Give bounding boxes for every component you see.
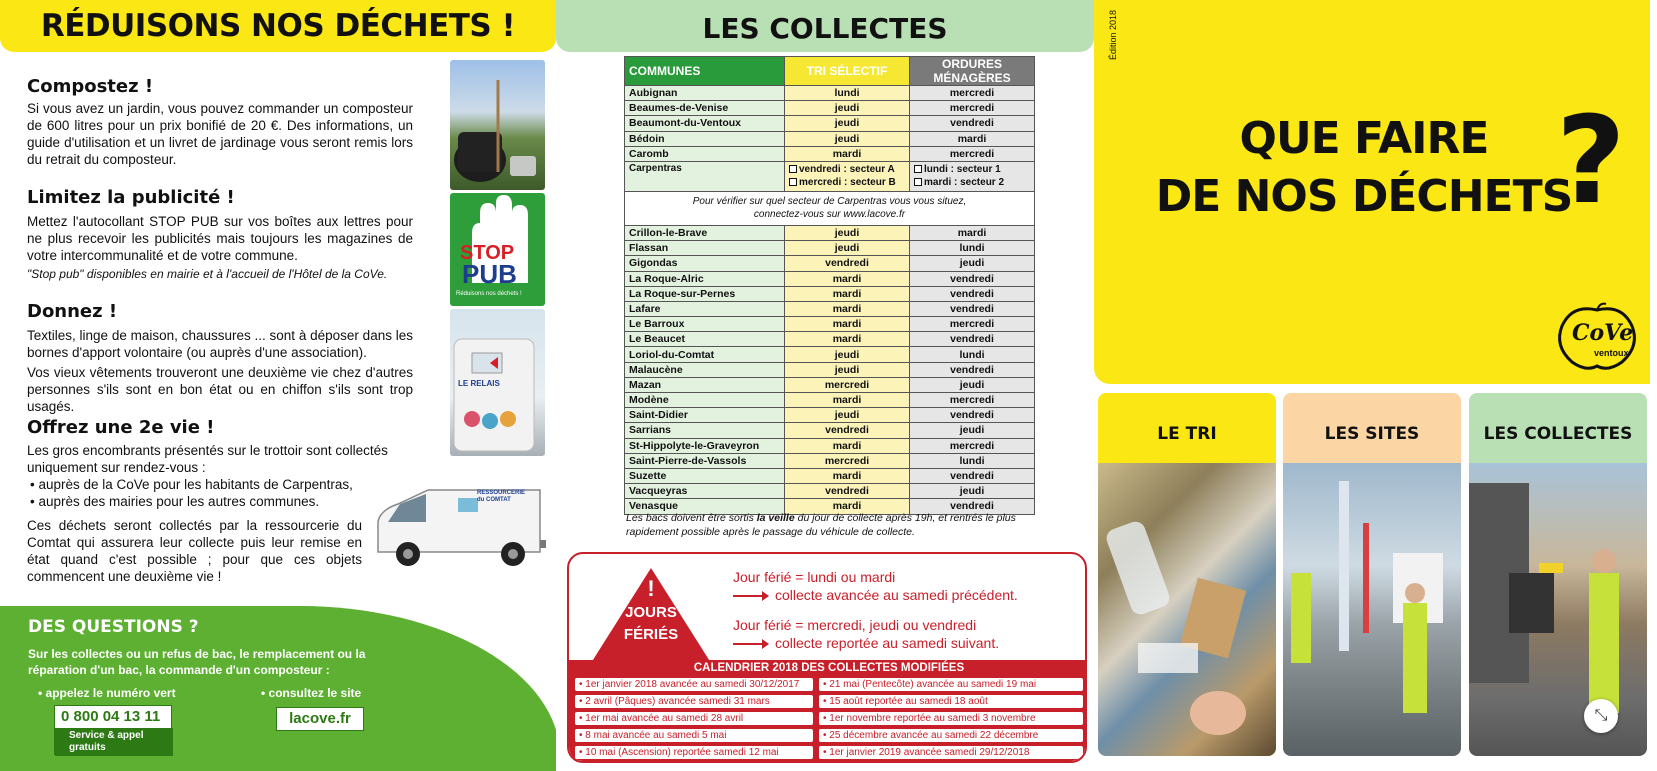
- tri-cell: mardi: [785, 146, 910, 161]
- tri-cell: mardi: [785, 438, 910, 453]
- commune-cell: Gigondas: [625, 256, 785, 271]
- commune-cell: Aubignan: [625, 86, 785, 101]
- second-life-text: Ces déchets seront collectés par la ressourcerie du Comtat qui assurera leur collecte puis leur remise en état quand c'est possible ; pour que ces objets commencent une deuxième vie !: [27, 518, 362, 584]
- holiday-rule-2b: collecte reportée au samedi suivant.: [775, 635, 1000, 651]
- stop-pub-line3: Réduisons nos déchets !: [456, 291, 522, 297]
- phone-number-box[interactable]: [54, 705, 172, 755]
- calendar-item: • 1er mai avancée au samedi 28 avril: [575, 712, 813, 725]
- header-ordures: ORDURES MÉNAGÈRES: [910, 57, 1035, 86]
- table-row: [625, 225, 1035, 240]
- compost-text: Si vous avez un jardin, vous pouvez commander un composteur de 600 litres pour un prix bonifié de 20 €. Des informations, un guide d'utilisation et un livret de jardinage vous seront remis lors du retrait du composteur.: [27, 101, 413, 167]
- om-cell: lundi: [910, 453, 1035, 468]
- om-cell: mardi: [910, 225, 1035, 240]
- commune-cell: La Roque-sur-Pernes: [625, 286, 785, 301]
- table-row-carpentras: [625, 161, 1035, 191]
- tri-cell: vendredi: [785, 423, 910, 438]
- edition-label: Édition 2018: [1108, 9, 1118, 60]
- questions-text: Sur les collectes ou un refus de bac, le remplacement ou la réparation d'un bac, la commande d'un composteur :: [28, 647, 366, 677]
- tri-cell: mardi: [785, 317, 910, 332]
- sector-2: mardi : secteur 2: [924, 177, 1005, 189]
- calendar-item: • 2 avril (Pâques) avancée samedi 31 mars: [575, 695, 813, 708]
- table-row: [625, 423, 1035, 438]
- carpentras-note: [625, 191, 1035, 225]
- om-cell: mercredi: [910, 438, 1035, 453]
- second-life-intro: Les gros encombrants présentés sur le trottoir sont collectés uniquement sur rendez-vous :: [27, 443, 388, 475]
- checkbox-icon: [789, 178, 797, 186]
- table-row: [625, 484, 1035, 499]
- tri-cell: mardi: [785, 393, 910, 408]
- commune-cell: Saint-Didier: [625, 408, 785, 423]
- card-les-collectes[interactable]: [1469, 393, 1647, 756]
- note-line-2: connectez-vous sur www.lacove.fr: [753, 209, 906, 221]
- collection-photo: [1469, 463, 1647, 756]
- holiday-calendar: [569, 660, 1087, 763]
- card-les-sites[interactable]: [1283, 393, 1461, 756]
- bins-note-emphasis: la veille: [756, 512, 795, 524]
- calendar-title: CALENDRIER 2018 DES COLLECTES MODIFIÉES: [693, 662, 965, 674]
- om-cell: vendredi: [910, 332, 1035, 347]
- om-cell: vendredi: [910, 286, 1035, 301]
- second-life-bullet: • auprès des mairies pour les autres communes.: [30, 494, 320, 509]
- second-life-heading: Offrez une 2e vie !: [27, 417, 215, 438]
- commune-cell: Bédoin: [625, 131, 785, 146]
- commune-cell: Caromb: [625, 146, 785, 161]
- pub-heading: Limitez la publicité !: [27, 187, 235, 208]
- bins-note: [626, 511, 1046, 539]
- table-row: [625, 317, 1035, 332]
- table-row: [625, 408, 1035, 423]
- bins-note-part: du jour de collecte après 19h, et rentrés le plus rapidement possible après le passage du véhicule de collecte.: [626, 512, 1016, 538]
- table-row: [625, 377, 1035, 392]
- table-row: [625, 146, 1035, 161]
- tri-cell: jeudi: [785, 347, 910, 362]
- calendar-item: • 15 août reportée au samedi 18 août: [819, 695, 1083, 708]
- commune-cell: Crillon-le-Brave: [625, 225, 785, 240]
- calendar-item: • 1er novembre reportée au samedi 3 novembre: [819, 712, 1083, 725]
- collection-schedule-table: [624, 56, 1035, 515]
- tri-cell: mardi: [785, 286, 910, 301]
- question-mark: ?: [1556, 92, 1626, 231]
- om-cell: jeudi: [910, 377, 1035, 392]
- sector-1: lundi : secteur 1: [924, 164, 1001, 176]
- tri-cell: jeudi: [785, 131, 910, 146]
- tri-cell: jeudi: [785, 241, 910, 256]
- sites-photo: [1283, 463, 1461, 756]
- om-cell: mercredi: [910, 317, 1035, 332]
- om-cell: mercredi: [910, 146, 1035, 161]
- tri-cell: mercredi: [785, 377, 910, 392]
- cover-title-line-2: DE NOS DÉCHETS: [1155, 171, 1573, 222]
- om-cell: mercredi: [910, 101, 1035, 116]
- calendar-item: • 1er janvier 2018 avancée au samedi 30/12/2017: [575, 678, 813, 691]
- commune-cell: Le Beaucet: [625, 332, 785, 347]
- tri-cell: mardi: [785, 332, 910, 347]
- badge-line-1: JOURS: [625, 604, 677, 621]
- table-row: [625, 271, 1035, 286]
- om-cell: jeudi: [910, 256, 1035, 271]
- bins-note-part: Les bacs doivent être sortis: [626, 512, 757, 524]
- table-row: [625, 101, 1035, 116]
- holidays-badge: [601, 602, 701, 646]
- pub-note: "Stop pub" disponibles en mairie et à l'accueil de l'Hôtel de la CoVe.: [27, 267, 388, 281]
- commune-cell: Saint-Pierre-de-Vassols: [625, 453, 785, 468]
- phone-subtitle: Service & appel gratuits: [55, 728, 173, 756]
- panel1-title: RÉDUISONS NOS DÉCHETS !: [40, 8, 516, 44]
- checkbox-icon: [914, 178, 922, 186]
- composter-photo: [450, 60, 545, 190]
- calendar-item: • 8 mai avancée au samedi 5 mai: [575, 729, 813, 742]
- tri-cell: lundi: [785, 86, 910, 101]
- om-cell: vendredi: [910, 116, 1035, 131]
- calendar-item: • 25 décembre avancée au samedi 22 décembre: [819, 729, 1083, 742]
- commune-cell: Carpentras: [625, 161, 785, 191]
- site-label: • consultez le site: [261, 686, 362, 700]
- arrow-right-icon: [733, 643, 767, 645]
- stop-pub-line2: PUB: [462, 259, 517, 289]
- table-row: [625, 362, 1035, 377]
- checkbox-icon: [789, 165, 797, 173]
- commune-cell: St-Hippolyte-le-Graveyron: [625, 438, 785, 453]
- commune-cell: Beaumes-de-Venise: [625, 101, 785, 116]
- relais-label: LE RELAIS: [458, 379, 500, 388]
- pub-text: Mettez l'autocollant STOP PUB sur vos boîtes aux lettres pour ne plus recevoir les publicités mais toujours les magazines de votre intercommunalité et de votre commune.: [27, 214, 413, 263]
- table-header-row: [625, 57, 1035, 86]
- commune-cell: Venasque: [625, 499, 785, 514]
- commune-cell: Malaucène: [625, 362, 785, 377]
- tri-cell: jeudi: [785, 101, 910, 116]
- phone-number[interactable]: 0 800 04 13 11: [61, 708, 161, 725]
- om-cell: mardi: [910, 131, 1035, 146]
- holiday-rule-2: Jour férié = mercredi, jeudi ou vendredi: [733, 617, 977, 633]
- calendar-item: • 10 mai (Ascension) reportée samedi 12 mai: [575, 746, 813, 759]
- holiday-rule-1: Jour férié = lundi ou mardi: [733, 569, 896, 585]
- commune-cell: Modène: [625, 393, 785, 408]
- commune-cell: Suzette: [625, 468, 785, 483]
- table-row: [625, 393, 1035, 408]
- panel-collections: [556, 0, 1094, 771]
- tri-cell: [785, 161, 910, 191]
- om-cell: lundi: [910, 241, 1035, 256]
- checkbox-icon: [914, 165, 922, 173]
- commune-cell: Sarrians: [625, 423, 785, 438]
- commune-cell: Le Barroux: [625, 317, 785, 332]
- cove-logo-text: CoVe: [1572, 320, 1634, 346]
- cover-title: [1154, 110, 1574, 226]
- cove-logo-sub: ventoux: [1594, 348, 1629, 358]
- panel-cover: [1094, 0, 1657, 771]
- header-communes: COMMUNES: [625, 57, 785, 86]
- card-title: LES COLLECTES: [1483, 424, 1633, 444]
- om-cell: [910, 161, 1035, 191]
- cover-title-line-1: QUE FAIRE: [1239, 113, 1489, 164]
- om-cell: jeudi: [910, 423, 1035, 438]
- commune-cell: Loriol-du-Comtat: [625, 347, 785, 362]
- tri-cell: mardi: [785, 271, 910, 286]
- tri-cell: mercredi: [785, 453, 910, 468]
- questions-title: DES QUESTIONS ?: [28, 617, 199, 637]
- badge-line-2: FÉRIÉS: [623, 626, 679, 643]
- table-row: [625, 438, 1035, 453]
- donate-text-2: Vos vieux vêtements trouveront une deuxième vie chez d'autres personnes s'ils sont en bon état ou en chiffon s'ils sont trop usagés.: [27, 365, 413, 414]
- commune-cell: Mazan: [625, 377, 785, 392]
- om-cell: vendredi: [910, 468, 1035, 483]
- card-title: LE TRI: [1157, 424, 1217, 444]
- stop-pub-sticker: [450, 193, 545, 306]
- commune-cell: Vacqueyras: [625, 484, 785, 499]
- tri-cell: vendredi: [785, 256, 910, 271]
- tri-cell: jeudi: [785, 116, 910, 131]
- stop-pub-line1: STOP: [460, 242, 515, 264]
- holiday-rule-1b: collecte avancée au samedi précédent.: [775, 587, 1018, 603]
- commune-cell: La Roque-Alric: [625, 271, 785, 286]
- commune-cell: Lafare: [625, 301, 785, 316]
- expand-icon[interactable]: ⤡: [1584, 699, 1618, 733]
- sector-a: vendredi : secteur A: [799, 164, 895, 176]
- commune-cell: Beaumont-du-Ventoux: [625, 116, 785, 131]
- table-row: [625, 86, 1035, 101]
- note-line-1: Pour vérifier sur quel secteur de Carpentras vous vous situez,: [692, 196, 967, 208]
- phone-label: • appelez le numéro vert: [38, 686, 176, 700]
- exclamation-icon: !: [647, 576, 655, 601]
- compost-heading: Compostez !: [27, 76, 154, 97]
- om-cell: vendredi: [910, 301, 1035, 316]
- donate-heading: Donnez !: [27, 301, 118, 322]
- card-le-tri[interactable]: [1098, 393, 1276, 756]
- table-row: [625, 468, 1035, 483]
- commune-cell: Flassan: [625, 241, 785, 256]
- table-row: [625, 256, 1035, 271]
- tri-cell: vendredi: [785, 484, 910, 499]
- om-cell: mercredi: [910, 86, 1035, 101]
- om-cell: vendredi: [910, 408, 1035, 423]
- tri-cell: mardi: [785, 301, 910, 316]
- table-row: [625, 332, 1035, 347]
- panel2-title: LES COLLECTES: [702, 12, 948, 45]
- header-tri-selectif: TRI SÉLECTIF: [785, 57, 910, 86]
- website-link[interactable]: lacove.fr: [276, 707, 364, 731]
- table-row: [625, 347, 1035, 362]
- table-row: [625, 286, 1035, 301]
- donate-text-1: Textiles, linge de maison, chaussures ... sont à déposer dans les bornes d'apport volontaire (ou auprès d'une association).: [27, 328, 413, 360]
- van-label: RESSOURCERIE du COMTAT: [477, 490, 526, 503]
- public-holidays-box: [567, 552, 1087, 763]
- om-cell: vendredi: [910, 362, 1035, 377]
- om-cell: vendredi: [910, 271, 1035, 286]
- sector-b: mercredi : secteur B: [799, 177, 896, 189]
- table-row: [625, 301, 1035, 316]
- om-cell: lundi: [910, 347, 1035, 362]
- arrow-right-icon: [733, 595, 767, 597]
- second-life-bullet: • auprès de la CoVe pour les habitants de Carpentras,: [30, 477, 353, 492]
- panel-reduce-waste: [0, 0, 556, 771]
- om-cell: vendredi: [910, 499, 1035, 514]
- table-row: [625, 453, 1035, 468]
- tri-cell: mardi: [785, 468, 910, 483]
- table-row: [625, 241, 1035, 256]
- table-row: [625, 131, 1035, 146]
- tri-cell: jeudi: [785, 408, 910, 423]
- sorting-photo: [1098, 463, 1276, 756]
- om-cell: mercredi: [910, 393, 1035, 408]
- calendar-item: • 1er janvier 2019 avancée samedi 29/12/2018: [819, 746, 1083, 759]
- tri-cell: jeudi: [785, 362, 910, 377]
- card-title: LES SITES: [1324, 424, 1420, 444]
- relais-container-photo: [450, 309, 545, 456]
- table-note-row: [625, 191, 1035, 225]
- tri-cell: jeudi: [785, 225, 910, 240]
- tri-cell: mardi: [785, 499, 910, 514]
- om-cell: jeudi: [910, 484, 1035, 499]
- calendar-item: • 21 mai (Pentecôte) avancée au samedi 19 mai: [819, 678, 1083, 691]
- table-row: [625, 116, 1035, 131]
